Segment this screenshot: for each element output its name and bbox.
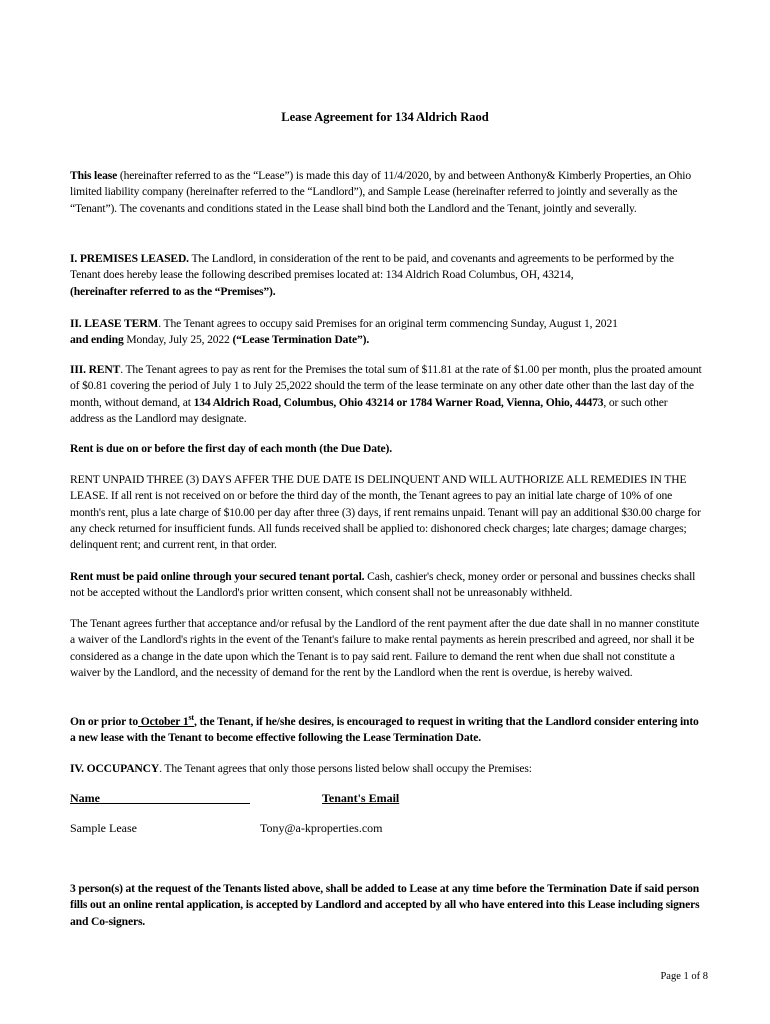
renewal-prefix: On or prior to bbox=[70, 715, 139, 728]
page-number: Page 1 of 8 bbox=[660, 971, 708, 982]
term-heading: II. LEASE TERM bbox=[70, 317, 159, 330]
occupant-email-header: Tenant's Email bbox=[322, 791, 400, 805]
intro-text: (hereinafter referred to as the “Lease”) is made this day of 11/4/2020, by and between Anthony& Kimberly Properties, an Ohio limited liability company (hereinafter referred to the “Landlord”), and Sample Lease (hereinafter referred to jointly and severally as the “Tenant”). The covenants and conditions stated in the Lease shall bind both the Landlord and the Tenant, jointly and severally. bbox=[70, 169, 691, 215]
online-payment-paragraph bbox=[70, 569, 702, 602]
occupant-email: Tony@a-kproperties.com bbox=[260, 821, 383, 835]
document-title: Lease Agreement for 134 Aldrich Raod bbox=[281, 110, 489, 124]
lease-term-section bbox=[70, 316, 702, 349]
occupancy-text: . The Tenant agrees that only those persons listed below shall occupy the Premises: bbox=[159, 762, 532, 775]
term-ending-label: and ending bbox=[70, 333, 124, 347]
term-ending-date: Monday, July 25, 2022 bbox=[123, 333, 233, 347]
online-payment-bold: Rent must be paid online through your secured tenant portal. bbox=[70, 570, 365, 583]
waiver-text: The Tenant agrees further that acceptance and/or refusal by the Landlord of the rent payment after the due date shall in no manner constitute a waiver of the Landlord's rights in the event of the Tenant's failure to make rental payments as herein prescribed and agreed, nor shall it be considered as a change in the date upon which the Tenant is to pay said rent. Failure to demand the rent when due shall not constitute a waiver by the Landlord, and the necessity of demand for the rent by the Landlord when the rent is overdue, is hereby waived. bbox=[70, 617, 700, 679]
rent-address: 134 Aldrich Road, Columbus, Ohio 43214 or 1784 Warner Road, Vienna, Ohio, 44473 bbox=[193, 395, 604, 409]
online-payment-text: Cash, cashier's check, money order or personal and bussines checks shall not be accepted without the Landlord's prior written consent, which consent shall not be unreasonably withheld. bbox=[70, 570, 696, 600]
intro-lead: This lease bbox=[70, 169, 118, 182]
additional-persons-paragraph bbox=[70, 881, 702, 930]
premises-text: The Landlord, in consideration of the rent to be paid, and covenants and agreements to be performed by the Tenant does hereby lease the following described premises located at: 134 Aldrich Road Columbus, OH, 43214, bbox=[70, 252, 674, 282]
occupant-name-header: Name bbox=[70, 791, 100, 805]
waiver-paragraph bbox=[70, 616, 702, 681]
rent-text: . The Tenant agrees to pay as rent for the Premises the total sum of $11.81 at the rate of $1.00 per month, plus the proated amount of $0.81 covering the period of July 1 to July 25,2022 should the term of the lease terminate on any other date other than the last day of the month, without demand, at bbox=[70, 363, 702, 409]
occupant-name: Sample Lease bbox=[70, 821, 137, 835]
term-text: . The Tenant agrees to occupy said Premises for an original term commencing Sunday, August 1, 2021 bbox=[158, 317, 618, 330]
rent-text-end: , or such other address as the Landlord may designate. bbox=[70, 395, 668, 425]
due-date-text: Rent is due on or before the first day of each month (the Due Date). bbox=[70, 442, 393, 455]
renewal-text: , the Tenant, if he/she desires, is encouraged to request in writing that the Landlord consider entering into a new lease with the Tenant to become effective following the Lease Termination Date. bbox=[70, 715, 699, 745]
occupancy-heading: IV. OCCUPANCY bbox=[70, 762, 160, 775]
intro-paragraph bbox=[70, 168, 702, 217]
premises-heading: I. PREMISES LEASED. bbox=[70, 252, 189, 265]
rent-section bbox=[70, 362, 702, 427]
rent-heading: III. RENT bbox=[70, 363, 121, 376]
additional-persons-text: 3 person(s) at the request of the Tenants listed above, shall be added to Lease at any time before the Termination Date if said person fills out an online rental application, is accepted by Landlord and accepted by all who have entered into this Lease including signers and Co-signers. bbox=[70, 882, 700, 928]
premises-section bbox=[70, 251, 702, 300]
late-charge-paragraph bbox=[70, 472, 702, 553]
premises-tail: (hereinafter referred to as the “Premises”). bbox=[70, 284, 276, 298]
occupancy-section bbox=[70, 761, 702, 777]
renewal-paragraph bbox=[70, 714, 702, 747]
renewal-date: October 1st bbox=[138, 713, 194, 728]
late-charge-text: RENT UNPAID THREE (3) DAYS AFFER THE DUE DATE IS DELINQUENT AND WILL AUTHORIZE ALL REMEDIES IN THE LEASE. If all rent is not received on or before the third day of the month, the Tenant agrees to pay an initial late charge of 10% of one month's rent, plus a late charge of $10.00 per day after three (3) days, if rent remains unpaid. Tenant will pay an additional $30.00 charge for any check returned for insufficient funds. All funds received shall be applied to: dishonored check charges; late charges; damage charges; delinquent rent; and current rent, in that order. bbox=[70, 473, 701, 552]
due-date-paragraph bbox=[70, 441, 702, 457]
term-ending-bold: (“Lease Termination Date”). bbox=[232, 333, 370, 347]
